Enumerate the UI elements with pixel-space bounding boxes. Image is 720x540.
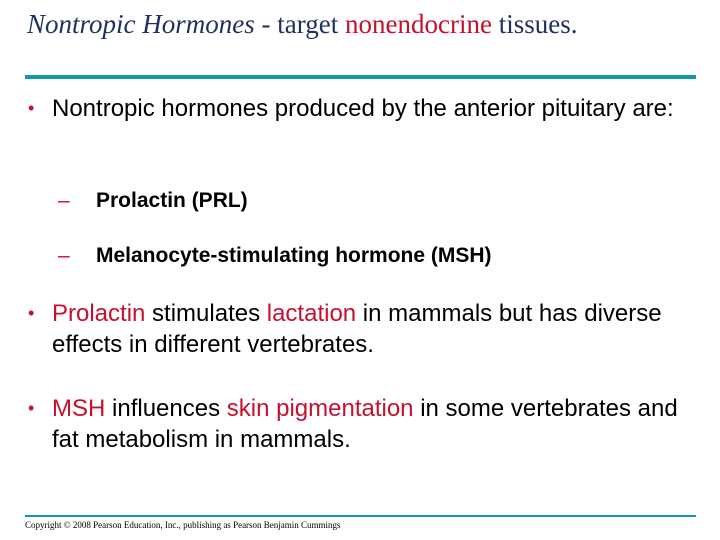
subitem-2-text: Melanocyte-stimulating hormone (MSH) xyxy=(96,244,492,267)
bullet-3-text xyxy=(52,393,688,455)
slide-title xyxy=(27,8,577,40)
bullet-3-text-part: in some vertebrates and fat metabolism in mammals. xyxy=(52,395,678,453)
dash-icon: – xyxy=(58,189,70,212)
title-part-2: tissues. xyxy=(491,9,578,39)
bullet-dot-icon: • xyxy=(28,398,35,418)
copyright-notice: Copyright © 2008 Pearson Education, Inc., publishing as Pearson Benjamin Cummings xyxy=(25,520,341,530)
bullet-1-text: Nontropic hormones produced by the anterior pituitary are: xyxy=(52,95,674,122)
bullet-2 xyxy=(28,298,688,360)
term-msh: MSH xyxy=(52,395,106,422)
dash-icon: – xyxy=(58,244,70,267)
title-part-1: target xyxy=(270,9,345,39)
term-lactation: lactation xyxy=(266,300,357,327)
bullet-3 xyxy=(28,393,688,455)
bullet-dot-icon: • xyxy=(28,98,35,118)
bullet-2-text-part: in mammals but has diverse effects in different vertebrates. xyxy=(52,300,662,358)
term-skin-pigmentation: skin pigmentation xyxy=(226,395,414,422)
title-highlight: nonendocrine xyxy=(344,9,492,39)
title-italic-part: Nontropic Hormones - xyxy=(27,9,271,39)
bullet-1 xyxy=(28,93,688,124)
term-prolactin: Prolactin xyxy=(52,300,146,327)
title-divider xyxy=(25,75,696,79)
bullet-2-text-part: stimulates xyxy=(145,300,267,327)
bullet-3-text-part: influences xyxy=(105,395,227,422)
subitem-2 xyxy=(58,242,492,270)
bullet-2-text xyxy=(52,298,688,360)
subitem-1 xyxy=(58,187,248,215)
bullet-dot-icon: • xyxy=(28,303,35,323)
footer-divider xyxy=(25,515,696,517)
subitem-1-text: Prolactin (PRL) xyxy=(96,189,248,212)
